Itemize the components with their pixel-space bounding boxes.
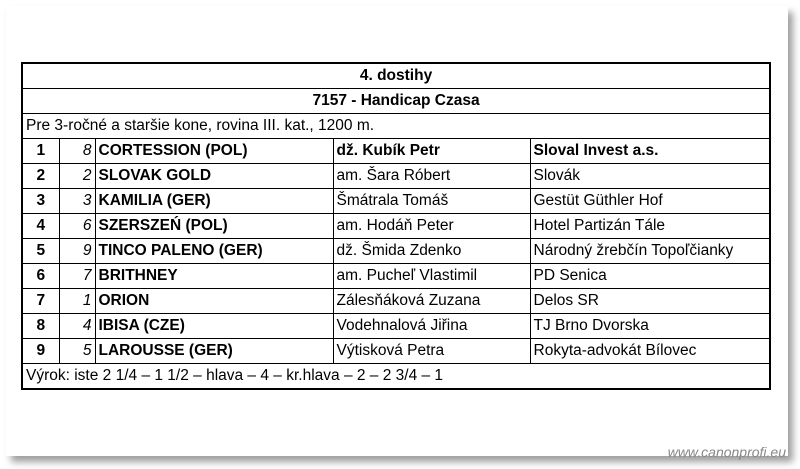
table-row — [22, 164, 770, 189]
finish-position: 8 — [22, 314, 59, 339]
finish-position: 6 — [22, 264, 59, 289]
jockey-name: Zálesňáková Zuzana — [333, 289, 530, 314]
race-number-row — [22, 63, 770, 89]
owner-name: Sloval Invest a.s. — [530, 139, 770, 164]
owner-name: Hotel Partizán Tále — [530, 214, 770, 239]
start-number: 9 — [59, 239, 95, 264]
horse-name: TINCO PALENO (GER) — [95, 239, 333, 264]
table-row — [22, 314, 770, 339]
finish-position: 1 — [22, 139, 59, 164]
start-number: 7 — [59, 264, 95, 289]
horse-name: IBISA (CZE) — [95, 314, 333, 339]
horse-name: SLOVAK GOLD — [95, 164, 333, 189]
finish-position: 9 — [22, 339, 59, 364]
horse-name: BRITHNEY — [95, 264, 333, 289]
finish-position: 3 — [22, 189, 59, 214]
jockey-name: am. Hodáň Peter — [333, 214, 530, 239]
start-number: 2 — [59, 164, 95, 189]
table-row — [22, 214, 770, 239]
jockey-name: Výtisková Petra — [333, 339, 530, 364]
verdict-row — [22, 364, 770, 390]
owner-name: PD Senica — [530, 264, 770, 289]
jockey-name: dž. Kubík Petr — [333, 139, 530, 164]
owner-name: Gestüt Güthler Hof — [530, 189, 770, 214]
verdict-text: Výrok: iste 2 1/4 – 1 1/2 – hlava – 4 – kr.hlava – 2 – 2 3/4 – 1 — [22, 364, 770, 390]
jockey-name: am. Pucheľ Vlastimil — [333, 264, 530, 289]
race-number: 4. dostihy — [22, 63, 770, 89]
table-row — [22, 289, 770, 314]
race-name-row — [22, 89, 770, 114]
table-row — [22, 139, 770, 164]
horse-name: LAROUSSE (GER) — [95, 339, 333, 364]
jockey-name: am. Šara Róbert — [333, 164, 530, 189]
table-row — [22, 264, 770, 289]
owner-name: TJ Brno Dvorska — [530, 314, 770, 339]
owner-name: Rokyta-advokát Bílovec — [530, 339, 770, 364]
table-row — [22, 339, 770, 364]
owner-name: Národný žrebčín Topoľčianky — [530, 239, 770, 264]
race-results-table — [21, 62, 771, 390]
horse-name: ORION — [95, 289, 333, 314]
race-conditions: Pre 3-ročné a staršie kone, rovina III. kat., 1200 m. — [22, 114, 770, 139]
finish-position: 4 — [22, 214, 59, 239]
jockey-name: Vodehnalová Jiřina — [333, 314, 530, 339]
table-row — [22, 239, 770, 264]
watermark: www.canonprofi.eu — [667, 444, 786, 460]
finish-position: 5 — [22, 239, 59, 264]
table-row — [22, 189, 770, 214]
start-number: 6 — [59, 214, 95, 239]
finish-position: 2 — [22, 164, 59, 189]
owner-name: Slovák — [530, 164, 770, 189]
start-number: 3 — [59, 189, 95, 214]
race-name: 7157 - Handicap Czasa — [22, 89, 770, 114]
jockey-name: Šmátrala Tomáš — [333, 189, 530, 214]
start-number: 5 — [59, 339, 95, 364]
start-number: 8 — [59, 139, 95, 164]
jockey-name: dž. Šmida Zdenko — [333, 239, 530, 264]
owner-name: Delos SR — [530, 289, 770, 314]
horse-name: KAMILIA (GER) — [95, 189, 333, 214]
race-conditions-row — [22, 114, 770, 139]
horse-name: SZERSZEŃ (POL) — [95, 214, 333, 239]
horse-name: CORTESSION (POL) — [95, 139, 333, 164]
finish-position: 7 — [22, 289, 59, 314]
start-number: 1 — [59, 289, 95, 314]
start-number: 4 — [59, 314, 95, 339]
